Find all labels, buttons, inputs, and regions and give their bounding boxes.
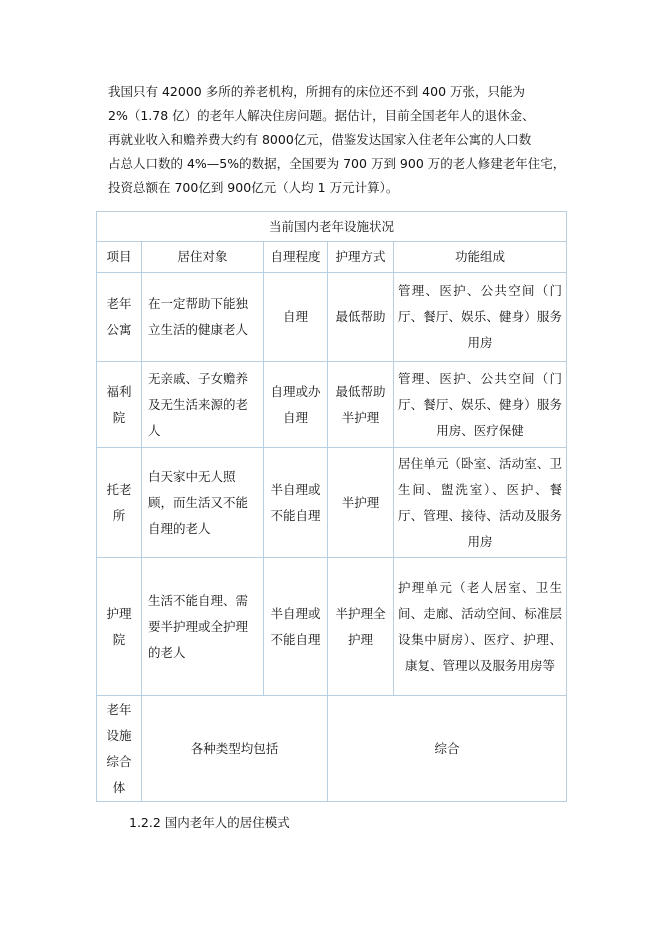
cell-item: 老年设施综合体 [97, 696, 142, 802]
header-item: 项目 [97, 242, 142, 273]
cell-residents-span: 各种类型均包括 [142, 696, 328, 802]
cell-item: 福利院 [97, 362, 142, 448]
cell-functions: 居住单元（卧室、活动室、卫生间、盥洗室）、医护、餐厅、管理、接待、活动及服务用房 [394, 448, 567, 558]
table-header-row [97, 242, 567, 273]
section-heading: 1.2.2 国内老年人的居住模式 [129, 815, 290, 830]
table-row [97, 448, 567, 558]
header-nursing: 护理方式 [328, 242, 394, 273]
table-caption: 当前国内老年设施状况 [97, 212, 567, 242]
cell-item: 护理院 [97, 558, 142, 696]
cell-self-care: 自理或办自理 [264, 362, 328, 448]
cell-functions: 管理、医护、公共空间（门厅、餐厅、娱乐、健身）服务用房、医疗保健 [394, 362, 567, 448]
paragraph-line: 我国只有 42000 多所的养老机构，所拥有的床位还不到 400 万张，只能为 [108, 84, 526, 99]
table-row [97, 362, 567, 448]
cell-self-care: 半自理或不能自理 [264, 448, 328, 558]
paragraph-line: 2%（1.78 亿）的老年人解决住房问题。据估计，目前全国老年人的退休金、 [108, 108, 535, 123]
paragraph-line: 再就业收入和赡养费大约有 8000亿元，借鉴发达国家入住老年公寓的人口数 [108, 132, 532, 147]
cell-residents: 无亲戚、子女赡养及无生活来源的老人 [142, 362, 264, 448]
cell-residents: 在一定帮助下能独立生活的健康老人 [142, 273, 264, 362]
cell-nursing: 最低帮助半护理 [328, 362, 394, 448]
header-self-care: 自理程度 [264, 242, 328, 273]
cell-residents: 生活不能自理、需要半护理或全护理的老人 [142, 558, 264, 696]
table-caption-row [97, 212, 567, 242]
cell-functions: 护理单元（老人居室、卫生间、走廊、活动空间、标准层设集中厨房）、医疗、护理、康复、管理以及服务用房等 [394, 558, 567, 696]
header-functions: 功能组成 [394, 242, 567, 273]
cell-self-care: 半自理或不能自理 [264, 558, 328, 696]
cell-nursing: 最低帮助 [328, 273, 394, 362]
cell-residents: 白天家中无人照顾，而生活又不能自理的老人 [142, 448, 264, 558]
paragraph-line: 占总人口数的 4%—5%的数据，全国要为 700 万到 900 万的老人修建老年住宅， [108, 156, 566, 171]
table-row [97, 558, 567, 696]
cell-nursing: 半护理 [328, 448, 394, 558]
cell-nursing: 半护理全护理 [328, 558, 394, 696]
elderly-facilities-table [96, 211, 567, 802]
paragraph-line: 投资总额在 700亿到 900亿元（人均 1 万元计算）。 [108, 180, 399, 195]
cell-item: 老年公寓 [97, 273, 142, 362]
cell-item: 托老所 [97, 448, 142, 558]
cell-functions: 管理、医护、公共空间（门厅、餐厅、娱乐、健身）服务用房 [394, 273, 567, 362]
cell-functions-span: 综合 [328, 696, 567, 802]
table-row [97, 273, 567, 362]
header-residents: 居住对象 [142, 242, 264, 273]
cell-self-care: 自理 [264, 273, 328, 362]
table-row [97, 696, 567, 802]
intro-paragraph [108, 80, 566, 200]
